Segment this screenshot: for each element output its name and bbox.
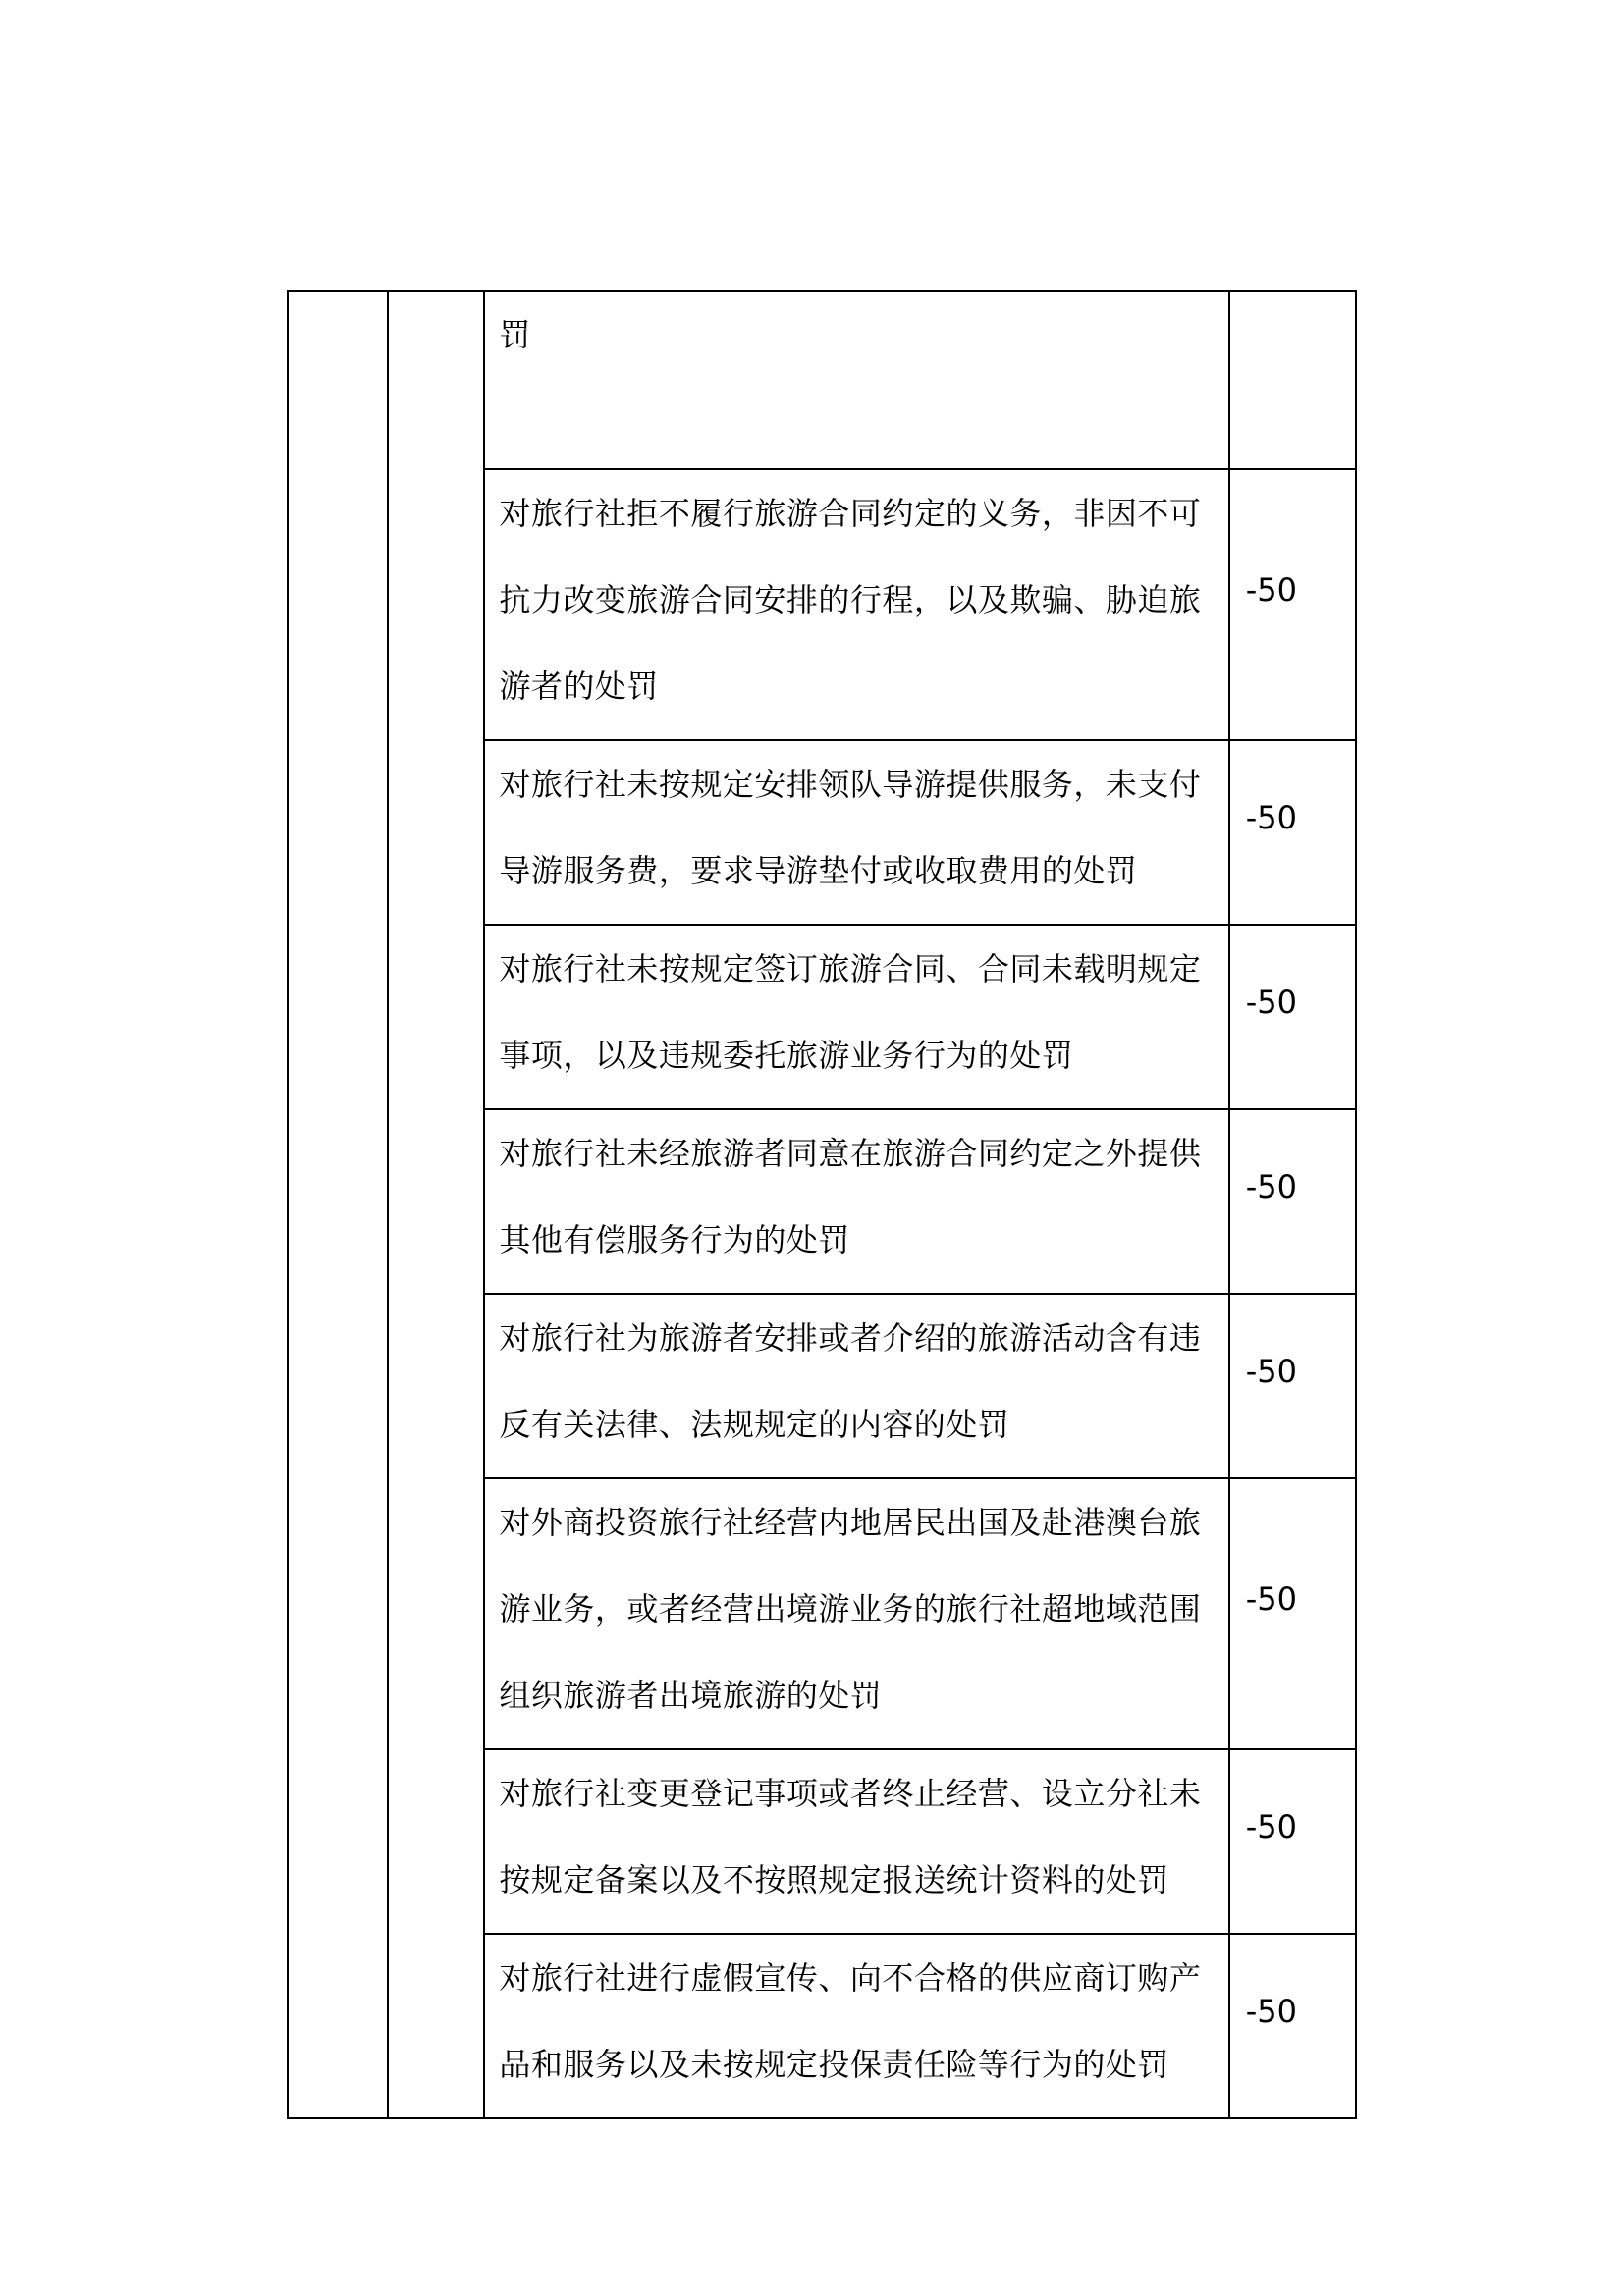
score-value: -50 xyxy=(1229,1478,1356,1749)
item-text: 对旅行社未按规定安排领队导游提供服务，未支付导游服务费，要求导游垫付或收取费用的处罚 xyxy=(499,766,1202,889)
item-text: 对旅行社为旅游者安排或者介绍的旅游活动含有违反有关法律、法规规定的内容的处罚 xyxy=(499,1319,1202,1443)
item-text: 对旅行社拒不履行旅游合同约定的义务，非因不可抗力改变旅游合同安排的行程，以及欺骗、胁迫旅游者的处罚 xyxy=(499,495,1202,705)
penalty-table xyxy=(287,290,1357,2119)
item-cell xyxy=(484,740,1228,925)
table-row xyxy=(288,291,1356,469)
score-value: -50 xyxy=(1229,1294,1356,1478)
item-cell xyxy=(484,1109,1228,1294)
item-cell xyxy=(484,1478,1228,1749)
item-cell xyxy=(484,469,1228,740)
item-text: 对外商投资旅行社经营内地居民出国及赴港澳台旅游业务，或者经营出境游业务的旅行社超地域范围组织旅游者出境旅游的处罚 xyxy=(499,1504,1202,1714)
score-value: -50 xyxy=(1229,740,1356,925)
score-value: -50 xyxy=(1229,1749,1356,1934)
item-text: 对旅行社变更登记事项或者终止经营、设立分社未按规定备案以及不按照规定报送统计资料的处罚 xyxy=(499,1775,1202,1898)
subcategory-cell xyxy=(388,291,484,2118)
item-text: 对旅行社未经旅游者同意在旅游合同约定之外提供其他有偿服务行为的处罚 xyxy=(499,1135,1202,1258)
item-cell xyxy=(484,1749,1228,1934)
category-cell xyxy=(288,291,388,2118)
item-cell xyxy=(484,1934,1228,2118)
item-text: 对旅行社未按规定签订旅游合同、合同未载明规定事项，以及违规委托旅游业务行为的处罚 xyxy=(499,950,1202,1074)
score-value: -50 xyxy=(1229,925,1356,1109)
score-value: -50 xyxy=(1229,1109,1356,1294)
item-cell xyxy=(484,1294,1228,1478)
score-value: -50 xyxy=(1229,1934,1356,2118)
item-text: 罚 xyxy=(499,316,531,353)
score-value: -50 xyxy=(1229,469,1356,740)
item-cell xyxy=(484,291,1228,469)
item-cell xyxy=(484,925,1228,1109)
score-cell xyxy=(1229,291,1356,469)
item-text: 对旅行社进行虚假宣传、向不合格的供应商订购产品和服务以及未按规定投保责任险等行为的处罚 xyxy=(499,1959,1202,2083)
